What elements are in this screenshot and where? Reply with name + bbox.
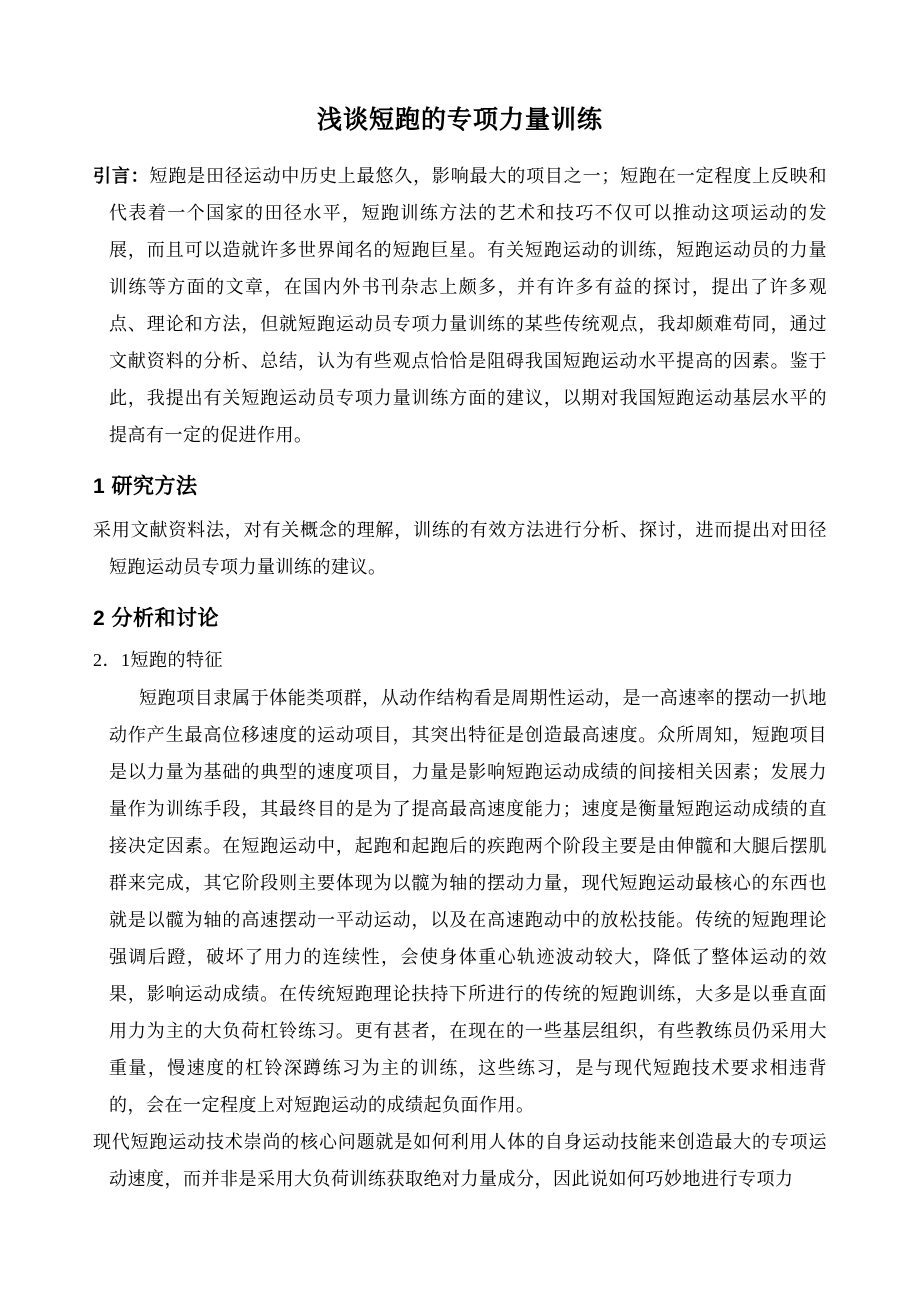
intro-paragraph bbox=[93, 158, 827, 454]
intro-text: 短跑是田径运动中历史上最悠久，影响最大的项目之一；短跑在一定程度上反映和代表着一个国家的田径水平，短跑训练方法的艺术和技巧不仅可以推动这项运动的发展，而且可以造就许多世界闻名的短跑巨星。有关短跑运动的训练，短跑运动员的力量训练等方面的文章，在国内外书刊杂志上颇多，并有许多有益的探讨，提出了许多观点、理论和方法，但就短跑运动员专项力量训练的某些传统观点，我却颇难苟同，通过文献资料的分析、总结，认为有些观点恰恰是阻碍我国短跑运动水平提高的因素。鉴于此，我提出有关短跑运动员专项力量训练方面的建议，以期对我国短跑运动基层水平的提高有一定的促进作用。 bbox=[109, 166, 828, 445]
intro-label: 引言： bbox=[93, 166, 150, 186]
section-1-heading: 1 研究方法 bbox=[93, 475, 198, 498]
section-2-1-heading: 2．1短跑的特征 bbox=[93, 650, 223, 670]
section-2-1-paragraph: 短跑项目隶属于体能类项群，从动作结构看是周期性运动，是一高速率的摆动一扒地动作产生最高位移速度的运动项目，其突出特征是创造最高速度。众所周知，短跑项目是以力量为基础的典型的速度项目，力量是影响短跑运动成绩的间接相关因素；发展力量作为训练手段，其最终目的是为了提高最高速度能力；速度是衡量短跑运动成绩的直接决定因素。在短跑运动中，起跑和起跑后的疾跑两个阶段主要是由伸髋和大腿后摆肌群来完成，其它阶段则主要体现为以髋为轴的摆动力量，现代短跑运动最核心的东西也就是以髋为轴的高速摆动一平动运动，以及在高速跑动中的放松技能。传统的短跑理论强调后蹬，破坏了用力的连续性，会使身体重心轨迹波动较大，降低了整体运动的效果，影响运动成绩。在传统短跑理论扶持下所进行的传统的短跑训练，大多是以垂直面用力为主的大负荷杠铃练习。更有甚者，在现在的一些基层组织，有些教练员仍采用大重量，慢速度的杠铃深蹲练习为主的训练，这些练习，是与现代短跑技术要求相违背的，会在一定程度上对短跑运动的成绩起负面作用。 bbox=[109, 688, 827, 1115]
section-2-heading: 2 分析和讨论 bbox=[93, 607, 220, 630]
closing-paragraph: 现代短跑运动技术崇尚的核心问题就是如何利用人体的自身运动技能来创造最大的专项运动速度，而并非是采用大负荷训练获取绝对力量成分，因此说如何巧妙地进行专项力 bbox=[93, 1132, 827, 1189]
section-1-paragraph: 采用文献资料法，对有关概念的理解，训练的有效方法进行分析、探讨，进而提出对田径短跑运动员专项力量训练的建议。 bbox=[93, 520, 827, 577]
document-title: 浅谈短跑的专项力量训练 bbox=[316, 106, 603, 134]
